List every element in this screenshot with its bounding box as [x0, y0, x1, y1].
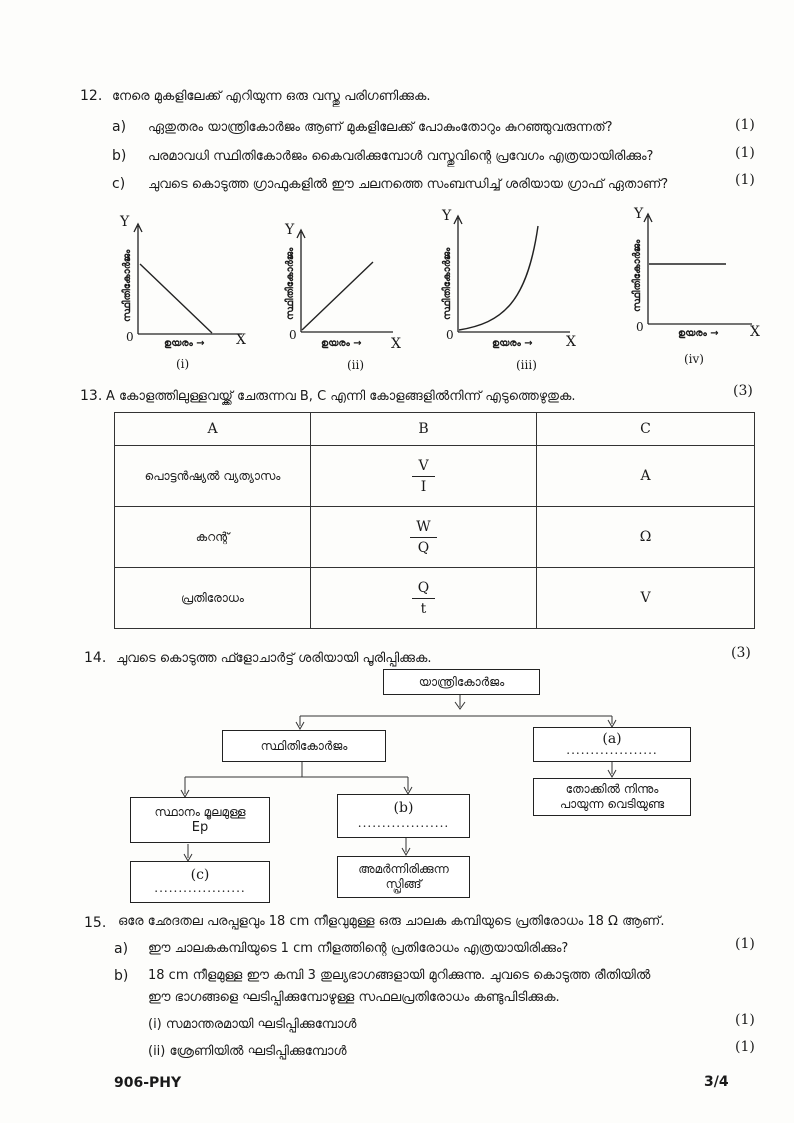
q15-stem: ഒരേ ഛേദതല പരപ്പളവും 18 cm നീളവുമുള്ള ഒരു ചാലക കമ്പിയുടെ പ്രതിരോധം 18 Ω ആണ്. [118, 914, 665, 929]
flow-position-line2: Ep [191, 820, 209, 835]
graph-ii-x-letter: X [391, 336, 401, 352]
table-cell-a: കറന്റ് [115, 507, 311, 568]
graph-i-xlabel: ഉയരം → [164, 338, 205, 349]
table-cell-c: Ω [537, 507, 755, 568]
graph-ii-y-letter: Y [285, 222, 295, 238]
q15-number: 15. [84, 915, 107, 931]
q12a-text: ഏതുതരം യാന്ത്രികോർജം ആണ് മുകളിലേക്ക് പോകുംതോറും കുറഞ്ഞുവരുന്നത്? [148, 120, 613, 135]
q12c-mark: (1) [735, 172, 755, 188]
graph-iii-origin: 0 [446, 328, 454, 342]
flow-root-label: യാന്ത്രികോർജം [418, 674, 505, 689]
flow-spring-box [337, 856, 470, 898]
flow-bullet-box [533, 778, 691, 816]
graph-i-ylabel: സ്ഥിതികോർജം [122, 249, 133, 322]
q14-number: 14. [84, 650, 107, 666]
graph-iii-ylabel: സ്ഥിതികോർജം [442, 247, 453, 320]
graph-iii-y-letter: Y [442, 208, 452, 224]
q12-number: 12. [80, 88, 103, 104]
graph-iv-origin: 0 [636, 320, 644, 334]
flow-blank-b-box [337, 794, 470, 838]
fraction-denominator: I [420, 478, 427, 495]
footer-page-number: 3/4 [704, 1074, 729, 1090]
flow-root-box [383, 669, 540, 695]
footer-exam-code: 906-PHY [114, 1075, 182, 1091]
flow-blank-b-label: (b) [393, 800, 414, 816]
graph-ii-caption: (ii) [347, 358, 365, 372]
flow-blank-c-label: (c) [190, 867, 210, 883]
table-cell-c: V [537, 568, 755, 629]
flow-blank-a-dots: ................... [566, 742, 658, 757]
table-header-c: C [537, 413, 755, 446]
q14-mark: (3) [731, 645, 751, 661]
graph-iv-caption: (iv) [684, 352, 704, 366]
table-header-b: B [311, 413, 537, 446]
flow-position-line1: സ്ഥാനം മൂലമുള്ള [154, 805, 246, 819]
graph-iv-x-letter: X [750, 324, 760, 340]
q12a-mark: (1) [735, 117, 755, 133]
graph-ii-origin: 0 [289, 328, 297, 342]
flow-potential-box [222, 730, 386, 762]
q12c-label: c) [112, 176, 126, 192]
graph-iii-x-letter: X [566, 334, 576, 350]
graph-iii-caption: (iii) [516, 358, 537, 372]
graph-i-y-letter: Y [120, 214, 130, 230]
fraction-denominator: Q [417, 539, 430, 556]
flow-blank-a-label: (a) [602, 730, 622, 747]
q15b-text-line1: 18 cm നീളമുള്ള ഈ കമ്പി 3 തുല്യഭാഗങ്ങളായി മുറിക്കുന്നു. ചുവടെ കൊടുത്ത രീതിയിൽ [148, 968, 651, 983]
flow-spring-line2: സ്പ്രിങ്ങ് [385, 877, 422, 891]
flow-blank-c-box [130, 861, 270, 903]
fraction-denominator: t [420, 600, 427, 617]
graph-ii-xlabel: ഉയരം → [321, 338, 362, 349]
q12c-text: ചുവടെ കൊടുത്ത ഗ്രാഫുകളിൽ ഈ ചലനത്തെ സംബന്ധിച്ച് ശരിയായ ഗ്രാഫ് ഏതാണ്? [148, 177, 669, 192]
q12b-text: പരമാവധി സ്ഥിതികോർജം കൈവരിക്കുമ്പോൾ വസ്തുവിന്റെ പ്രവേഗം എത്രയായിരിക്കും? [148, 149, 654, 164]
q14-stem: ചുവടെ കൊടുത്ത ഫ്ളോചാർട്ട് ശരിയായി പൂരിപ്പിക്കുക. [116, 651, 432, 666]
flow-position-box [130, 797, 270, 843]
q12-stem: നേരെ മുകളിലേക്ക് എറിയുന്ന ഒരു വസ്തു പരിഗണിക്കുക. [112, 89, 431, 104]
fraction-numerator: W [410, 517, 436, 538]
fraction-numerator: V [412, 456, 434, 477]
table-cell-a: പ്രതിരോധം [115, 568, 311, 629]
graph-i-origin: 0 [126, 330, 134, 344]
graph-ii-ylabel: സ്ഥിതികോർജം [285, 247, 296, 320]
table-cell-a: പൊട്ടൻഷ്യൽ വ്യത്യാസം [115, 446, 311, 507]
q15b-text-line2: ഈ ഭാഗങ്ങളെ ഘടിപ്പിക്കുമ്പോഴുള്ള സഫലപ്രതിരോധം കണ്ടുപിടിക്കുക. [148, 990, 560, 1005]
graph-i-caption: (i) [176, 357, 190, 371]
q13-number: 13. [80, 388, 103, 404]
graph-i-x-letter: X [236, 332, 246, 348]
q12b-label: b) [112, 148, 127, 164]
q15b-ii-text: (ii) ശ്രേണിയിൽ ഘടിപ്പിക്കുമ്പോൾ [148, 1044, 347, 1059]
q15b-ii-mark: (1) [735, 1039, 755, 1055]
q15a-text: ഈ ചാലകകമ്പിയുടെ 1 cm നീളത്തിന്റെ പ്രതിരോധം എത്രയായിരിക്കും? [148, 941, 569, 956]
q15b-label: b) [114, 968, 129, 984]
fraction-numerator: Q [412, 578, 435, 599]
flow-spring-line1: അമർന്നിരിക്കുന്ന [358, 862, 449, 876]
flow-blank-b-dots: ................... [357, 816, 450, 830]
q15a-label: a) [114, 941, 129, 957]
flow-bullet-line1: തോക്കിൽ നിന്നും [565, 782, 659, 796]
table-cell-c: A [537, 446, 755, 507]
flow-potential-label: സ്ഥിതികോർജം [260, 738, 348, 753]
graph-iv-y-letter: Y [634, 206, 644, 222]
q13-mark: (3) [733, 383, 753, 399]
q12a-label: a) [112, 119, 127, 135]
q15b-i-mark: (1) [735, 1012, 755, 1028]
q15a-mark: (1) [735, 936, 755, 952]
flow-bullet-line2: പായുന്ന വെടിയുണ്ട [559, 797, 665, 811]
graph-iv-ylabel: സ്ഥിതികോർജം [632, 239, 643, 312]
flow-blank-c-dots: ................... [154, 881, 246, 895]
q12b-mark: (1) [735, 145, 755, 161]
graph-iv-xlabel: ഉയരം → [678, 328, 719, 339]
q13-stem: A കോളത്തിലുള്ളവയ്ക്ക് ചേരുന്നവ B, C എന്നി കോളങ്ങളിൽനിന്ന് എടുത്തെഴുതുക. [106, 389, 576, 404]
graph-iii-xlabel: ഉയരം → [492, 338, 533, 349]
flow-blank-a-box [533, 727, 691, 762]
q15b-i-text: (i) സമാന്തരമായി ഘടിപ്പിക്കുമ്പോൾ [148, 1017, 357, 1032]
table-header-a: A [115, 413, 311, 446]
